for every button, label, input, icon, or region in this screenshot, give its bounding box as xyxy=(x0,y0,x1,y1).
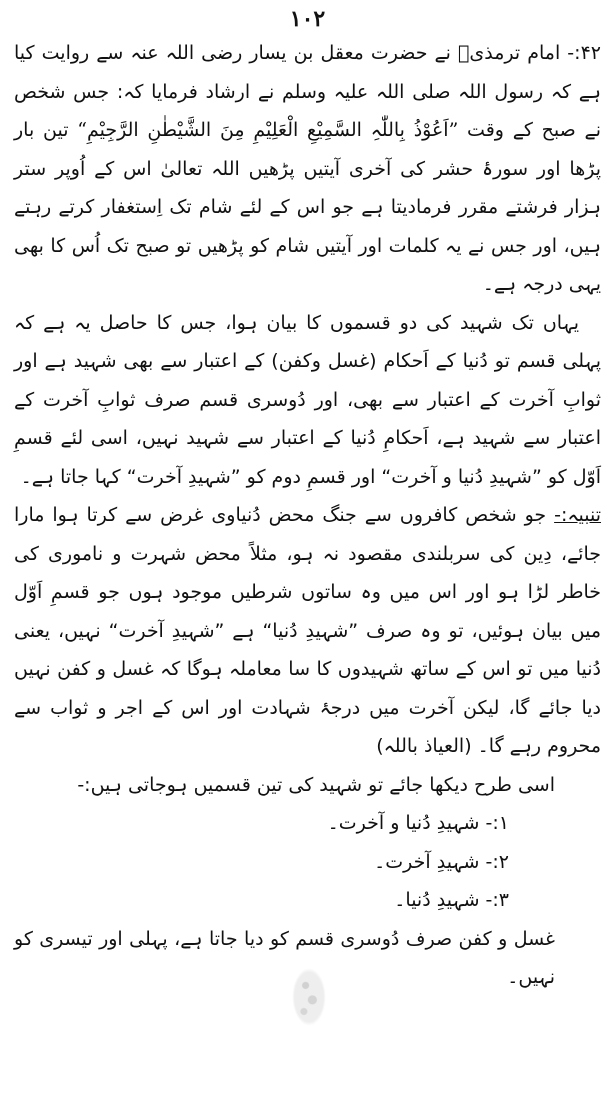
hadith-paragraph xyxy=(14,34,601,304)
hadith-text-end: تین بار پڑھا اور سورۂ حشر کی آخری آیتیں پڑھیں اللہ تعالیٰ اس کے اُوپر ستر ہزار فرشتے مقرر فرمادیتا ہے جو اس کے لئے شام تک اِستغفار کرتے رہتے ہیں، اور جس نے یہ کلمات اور آیتیں شام کو پڑھیں تو صبح تک اُس کا بھی یہی درجہ ہے۔ xyxy=(14,119,601,295)
closing-paragraph: غسل و کفن صرف دُوسری قسم کو دیا جاتا ہے، پہلی اور تیسری کو نہیں۔ xyxy=(14,927,555,988)
page-number: ۱۰۲ xyxy=(289,6,326,32)
list-item: ۳:- شہیدِ دُنیا۔ xyxy=(394,889,509,911)
scan-smudge xyxy=(292,968,326,1026)
caution-label: تنبیہ:- xyxy=(554,504,601,526)
types-list xyxy=(14,804,601,920)
types-intro: اسی طرح دیکھا جائے تو شہید کی تین قسمیں ہوجاتی ہیں:- xyxy=(77,773,555,796)
caution-text: جو شخص کافروں سے جنگ محض دُنیاوی غرض سے کرتا ہوا مارا جائے، دِین کی سربلندی مقصود نہ ہو، مثلاً محض شہرت و ناموری کی خاطر لڑا ہو اور اس میں وہ ساتوں شرطیں موجود ہوں جو قسمِ اَوّل میں بیان ہوئیں، تو وہ صرف ”شہیدِ دُنیا“ ہے ”شہیدِ آخرت“ نہیں، یعنی دُنیا میں تو اس کے ساتھ شہیدوں کا سا معاملہ ہوگا کہ غسل و کفن نہیں دیا جائے گا، لیکن آخرت میں درجۂ شہادت اور اس کے اجر و ثواب سے محروم رہے گا۔ (العیاذ باللہ) xyxy=(14,504,601,757)
page-body xyxy=(14,34,601,997)
hadith-text-start: ۴۲:- امام ترمذیؒ نے حضرت معقل بن یسار رضی اللہ عنہ سے روایت کیا ہے کہ رسول اللہ صلی اللہ علیہ وسلم نے ارشاد فرمایا کہ: جس شخص نے صبح کے وقت xyxy=(14,42,601,141)
list-item: ۲:- شہیدِ آخرت۔ xyxy=(374,850,509,873)
taawwudh-phrase: ”اَعُوْذُ بِاللّٰہِ السَّمِیْعِ الْعَلِیْمِ مِنَ الشَّیْطٰنِ الرَّجِیْمِ“ xyxy=(77,119,459,141)
caution-paragraph xyxy=(14,496,601,766)
list-item: ۱:- شہیدِ دُنیا و آخرت۔ xyxy=(327,812,509,834)
summary-paragraph: یہاں تک شہید کی دو قسموں کا بیان ہوا، جس کا حاصل یہ ہے کہ پہلی قسم تو دُنیا کے اَحکام (غسل وکفن) کے اعتبار سے بھی شہید ہے اور ثوابِ آخرت کے اعتبار سے بھی، اور دُوسری قسم صرف ثوابِ آخرت کے اعتبار سے شہید ہے، اَحکامِ دُنیا کے اعتبار سے شہید نہیں، اسی لئے قسمِ اَوّل کو ”شہیدِ دُنیا و آخرت“ اور قسمِ دوم کو ”شہیدِ آخرت“ کہا جاتا ہے۔ xyxy=(14,311,601,488)
